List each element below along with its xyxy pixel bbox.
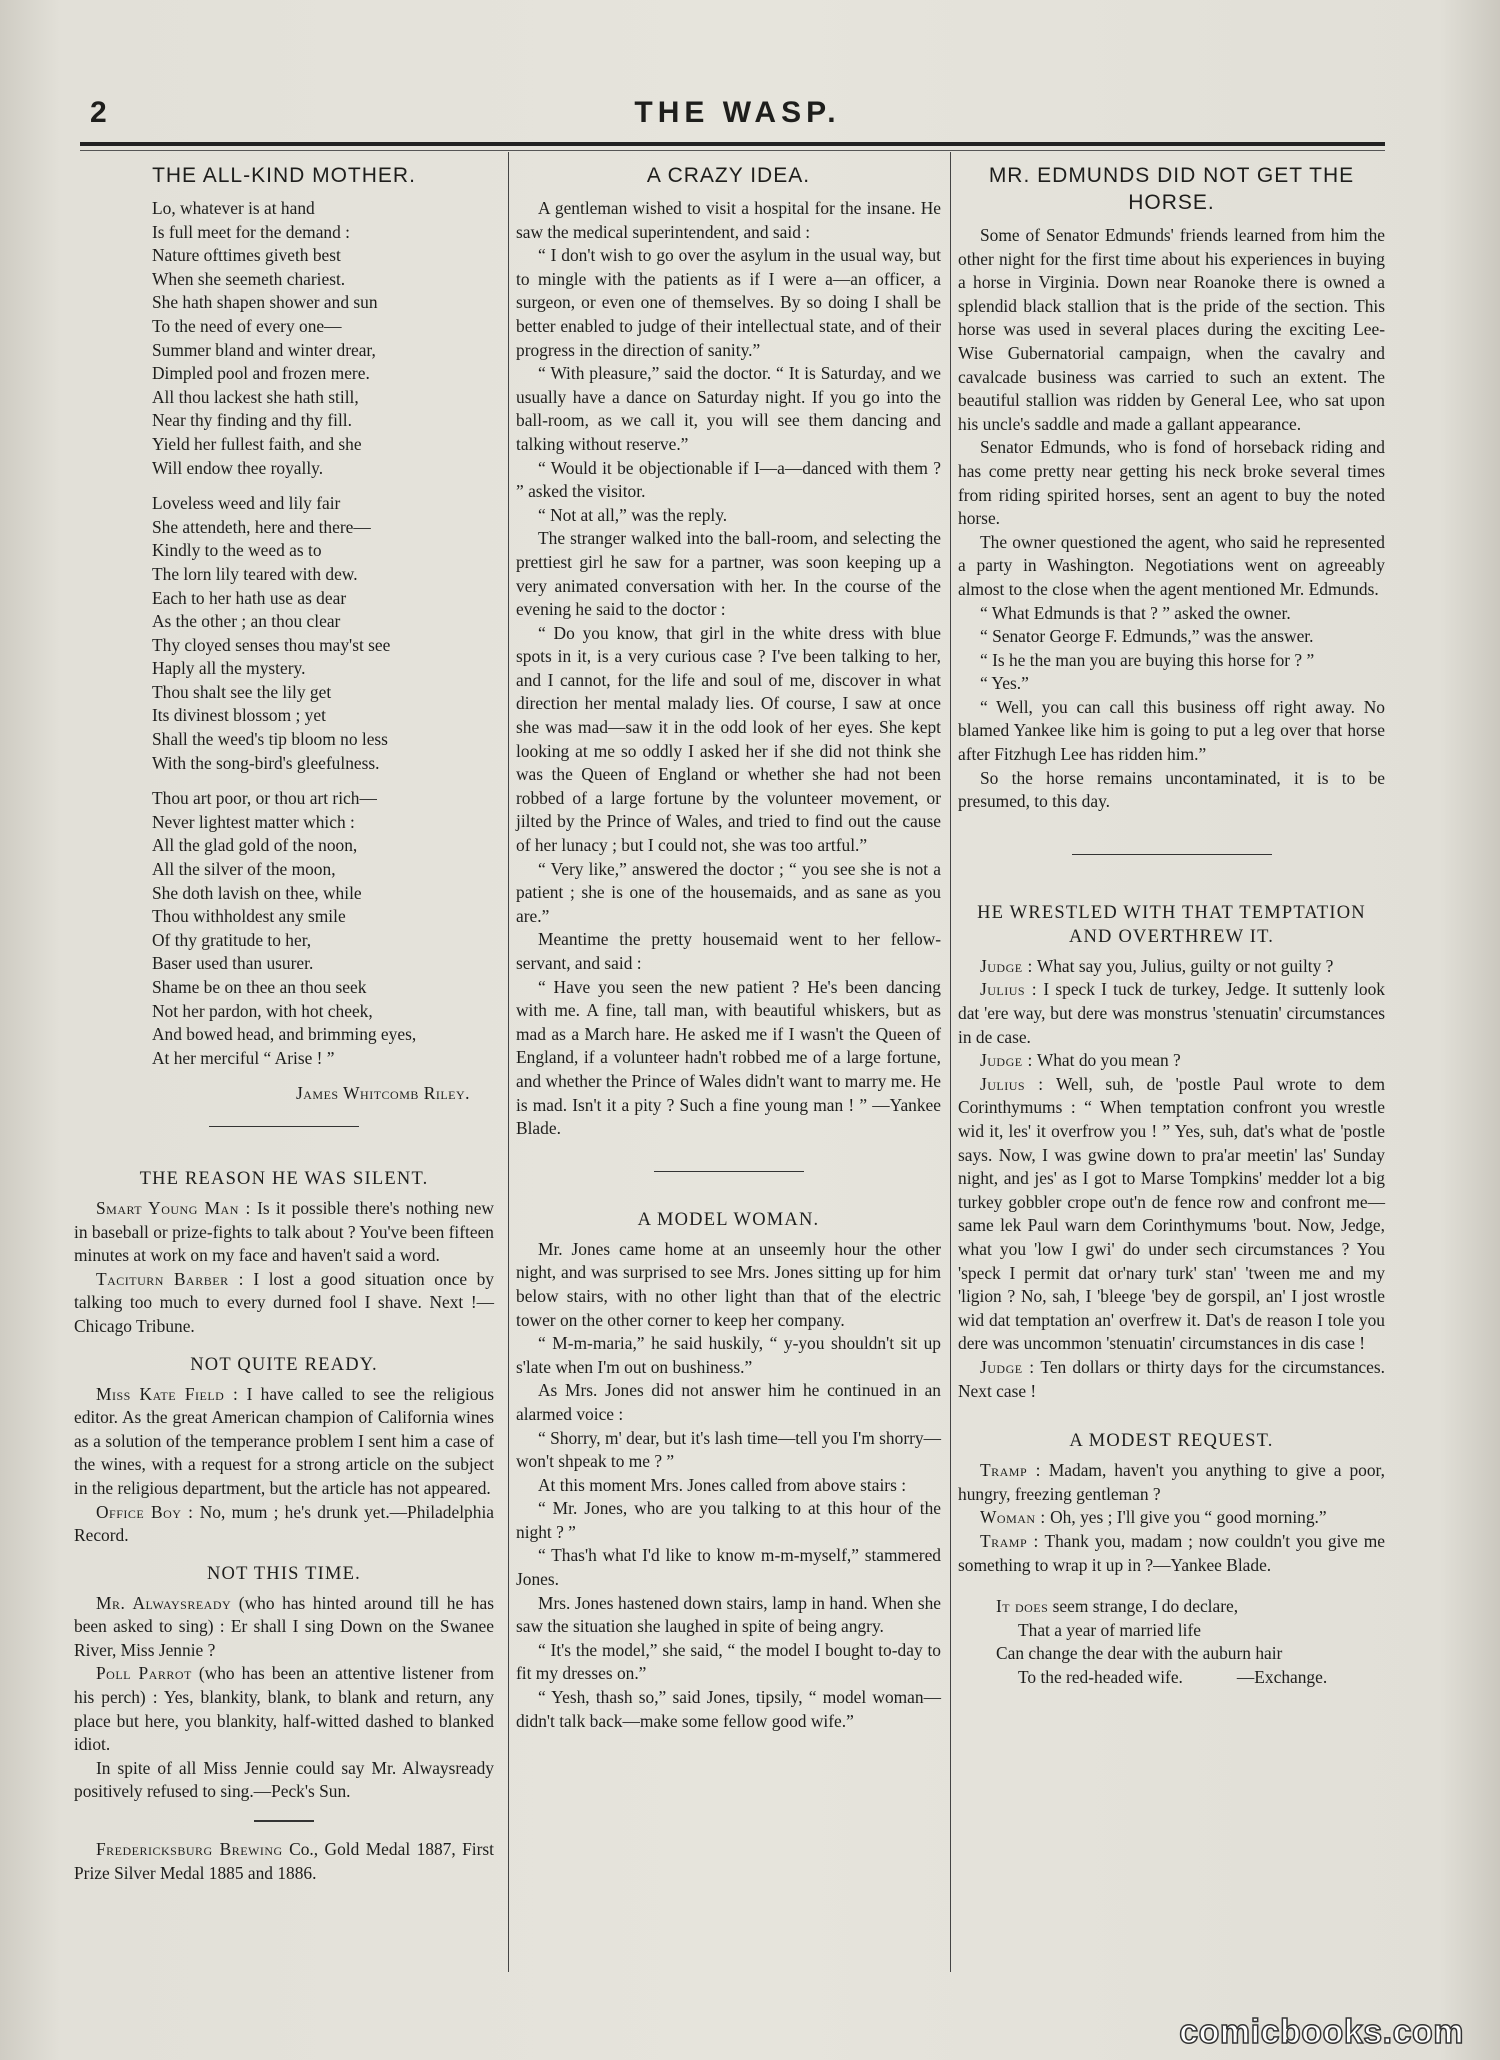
poem-line: With the song-bird's gleefulness. — [152, 752, 380, 773]
dialogue-line: Smart Young Man : Is it possible there's nothing new in baseball or prize-fights to talk about ? You've been fifteen minutes at work on my face and haven't said a word. — [74, 1197, 494, 1266]
paragraph: “ Have you seen the new patient ? He's been dancing with me. A fine, tall man, with beautiful whiskers, but as mad as a March hare. He asked me if I wasn't the Queen of England, if a volunteer hadn't robbed me of a large fortune, and whether the Prince of Wales didn't want to marry me. He is mad. Isn't it a pity ? Such a fine young man ! ” —Yankee Blade. — [516, 976, 941, 1139]
speaker: Smart Young Man : — [96, 1197, 251, 1218]
paragraph: “ Yes.” — [980, 673, 1029, 694]
paragraph: Senator Edmunds, who is fond of horseback riding and has come pretty near getting his neck broke several times from riding spirited horses, sent an agent to buy the noted horse. — [958, 437, 1385, 529]
section-separator — [1072, 854, 1272, 855]
paragraph: “ Is he the man you are buying this horse for ? ” — [980, 649, 1315, 670]
speaker: Julius : — [980, 979, 1038, 1000]
paragraph: Mr. Jones came home at an unseemly hour the other night, and was surprised to see Mrs. Jones sitting up for him below stairs, with no other light than that of the electric tower on the other corner to keep her company. — [516, 1238, 941, 1330]
speaker: Judge : — [980, 1356, 1035, 1377]
dialogue-line: Woman : Oh, yes ; I'll give you “ good morning.” — [980, 1507, 1327, 1528]
poem-line: The lorn lily teared with dew. — [152, 563, 358, 584]
poem-line: Each to her hath use as dear — [152, 587, 347, 608]
article-body-woman — [516, 1238, 941, 1733]
poem-line: As the other ; an thou clear — [152, 611, 341, 632]
poem-line: To the need of every one— — [152, 315, 342, 336]
speaker: Julius : — [980, 1073, 1044, 1094]
paragraph: “ Well, you can call this business off right away. No blamed Yankee like him is going to put a leg over that horse after Fitzhugh Lee has ridden him.” — [958, 696, 1385, 765]
dialogue-line: Mr. Alwaysready (who has hinted around till he has been asked to sing) : Er shall I sing Down on the Swanee River, Miss Jennie ? — [74, 1592, 494, 1660]
dialogue-line: Miss Kate Field : I have called to see the religious editor. As the great American champion of California wines as a solution of the temperance problem I sent him a case of the wines, with a request for a strong article on the subject in the religious department, but the article has not appeared. — [74, 1383, 494, 1498]
dialogue-line: Poll Parrot (who has been an attentive listener from his perch) : Yes, blankity, blank, to blank and return, any place but here, you blankity, half-witted dashed to blanked idiot. — [74, 1663, 494, 1755]
poem-line: Of thy gratitude to her, — [152, 929, 312, 950]
poem-line: Baser used than usurer. — [152, 953, 314, 974]
paragraph: So the horse remains uncontaminated, it is to be presumed, to this day. — [958, 767, 1385, 812]
column-left — [74, 162, 494, 1885]
poem-line: Is full meet for the demand : — [152, 221, 350, 242]
short-separator — [254, 1820, 314, 1822]
paragraph: Meantime the pretty housemaid went to her fellow-servant, and said : — [516, 929, 941, 973]
poem-line: Nature ofttimes giveth best — [152, 245, 341, 266]
paragraph: “ With pleasure,” said the doctor. “ It is Saturday, and we usually have a dance on Saturday night. If you go into the ball-room, as we call it, you will see them dancing and talking without reserve.” — [516, 363, 941, 454]
dialogue-line: Julius : Well, suh, de 'postle Paul wrote to dem Corinthymums : “ When temptation confront you wrestle wid it, les' it overfrow you ! ” Yes, suh, dat's what de 'postle says. Now, I was gwine down to pra'ar meetin' las' Sunday night, and jes' as I got to Marse Tompkins' medder lot a big turkey gobbler crope out'n de fence row and confront me—same lek Paul warn dem Corinthymums 'bout. Now, Jedge, what you 'low I gwi' do under sech circumstances ? You 'speck I permit dat or'nary turk' stan' 'tween me and my 'ligion ? No, sah, I 'bleege 'bey de gorspil, an' I jost wrostle wid dat temptation an' overfrew it. Dat's de reason I tole you dere was uncommon 'stenuatin' circumstances in dis case ! — [958, 1073, 1385, 1354]
speaker: Taciturn Barber : — [96, 1268, 244, 1289]
paragraph: As Mrs. Jones did not answer him he continued in an alarmed voice : — [516, 1380, 941, 1424]
speaker: Office Boy : — [96, 1501, 194, 1522]
poem-line: Thou shalt see the lily get — [152, 681, 332, 702]
paragraph: Mrs. Jones hastened down stairs, lamp in hand. When she saw the situation she laughed in spite of being angry. — [516, 1592, 941, 1637]
poem-line: Thy cloyed senses thou may'st see — [152, 634, 391, 655]
speaker: Woman : — [980, 1507, 1046, 1528]
article-title-time: NOT THIS TIME. — [206, 1563, 361, 1584]
watermark-logo: comicbooks.com — [1179, 2013, 1464, 2051]
dialogue-line: Tramp : Thank you, madam ; now couldn't you give me something to wrap it up in ?—Yankee Blade. — [958, 1530, 1385, 1575]
poem-title: THE ALL-KIND MOTHER. — [152, 164, 416, 187]
paragraph: “ Would it be objectionable if I—a—danced with them ? ” asked the visitor. — [516, 457, 941, 502]
paragraph: “ I don't wish to go over the asylum in the usual way, but to mingle with the patients as if I were a—an officer, a surgeon, or even one of themselves. By so doing I shall be better enabled to judge of their intellectual state, and of their progress in the direction of sanity.” — [516, 245, 941, 360]
paragraph: The stranger walked into the ball-room, and selecting the prettiest girl he saw for a partner, was soon keeping up a very animated conversation with her. In the course of the evening he said to the doctor : — [516, 528, 941, 620]
poem-stanza — [152, 492, 494, 775]
closing-verse — [996, 1595, 1385, 1689]
verse-line: To the red-headed wife. —Exchange. — [1018, 1666, 1328, 1687]
article-title-horse: MR. EDMUNDS DID NOT GET THE HORSE. — [988, 164, 1355, 214]
poem-line: At her merciful “ Arise ! ” — [152, 1047, 335, 1068]
dialogue-line: Tramp : Madam, haven't you anything to give a poor, hungry, freezing gentleman ? — [958, 1460, 1385, 1504]
advertisement: Fredericksburg Brewing Co., Gold Medal 1887, First Prize Silver Medal 1885 and 1886. — [74, 1839, 495, 1883]
poem-line: When she seemeth chariest. — [152, 268, 346, 289]
paragraph: “ Senator George F. Edmunds,” was the answer. — [980, 626, 1314, 647]
paragraph: At this moment Mrs. Jones called from above stairs : — [538, 1474, 907, 1495]
paragraph: “ It's the model,” she said, “ the model I bought to-day to fit my dresses on.” — [516, 1639, 941, 1684]
poem-line: Shame be on thee an thou seek — [152, 977, 367, 997]
paragraph: “ What Edmunds is that ? ” asked the owner. — [980, 602, 1291, 623]
poem-line: Thou art poor, or thou art rich— — [152, 788, 377, 809]
paragraph: The owner questioned the agent, who said he represented a party in Washington. Negotiations went on agreeably almost to the close when the agent mentioned Mr. Edmunds. — [958, 531, 1385, 599]
article-title-crazy: A CRAZY IDEA. — [646, 164, 811, 187]
poem-line: Haply all the mystery. — [152, 658, 306, 679]
poem-line: All the silver of the moon, — [152, 859, 336, 880]
speaker: Judge : — [980, 1050, 1033, 1071]
article-body-crazy — [516, 197, 941, 1141]
header-rule-thin — [80, 150, 1385, 151]
speaker: Tramp : — [980, 1460, 1041, 1481]
poem-author: James Whitcomb Riley. — [295, 1083, 470, 1104]
article-title-ready: NOT QUITE READY. — [190, 1354, 378, 1375]
column-right — [958, 162, 1385, 1689]
paragraph: “ Do you know, that girl in the white dress with blue spots in it, is a very curious case ? I've been talking to her, and I cannot, for the life and soul of me, discover in what direction her mental malady lies. Of course, I saw at once she was mad—saw it in the odd look of her eyes. She kept looking at me so oddly I asked her if she did not think she was the Queen of England or whether she had not been robbed of a large fortune by the volunteer movement, or jilted by the Prince of Wales, and tried to find out the cause of her lunacy ; but I could not, she was too artful.” — [516, 622, 941, 856]
section-separator — [209, 1126, 359, 1127]
paragraph: “ Shorry, m' dear, but it's lash time—tell you I'm shorry—won't shpeak to me ? ” — [516, 1427, 941, 1472]
poem-line: Will endow thee royally. — [152, 457, 324, 478]
paragraph: “ Yesh, thash so,” said Jones, tipsily, “ model woman—didn't talk back—make some fellow good wife.” — [516, 1687, 941, 1731]
paragraph: A gentleman wished to visit a hospital for the insane. He saw the medical superintendent, and said : — [516, 198, 941, 242]
article-body-wrestled — [958, 955, 1385, 1403]
article-body-request — [958, 1459, 1385, 1577]
poem-line: She doth lavish on thee, while — [152, 882, 362, 903]
speaker: Judge : — [980, 955, 1033, 976]
speaker: Miss Kate Field : — [96, 1383, 239, 1404]
header-rule — [80, 142, 1385, 146]
poem-line: Shall the weed's tip bloom no less — [152, 729, 388, 750]
poem-line: Thou withholdest any smile — [152, 906, 346, 927]
article-body-horse — [958, 224, 1385, 814]
poem-body — [74, 197, 494, 1070]
article-title-woman: A MODEL WOMAN. — [637, 1209, 820, 1230]
poem-line: She hath shapen shower and sun — [152, 292, 378, 313]
speaker: Poll Parrot — [96, 1663, 192, 1684]
poem-line: Never lightest matter which : — [152, 811, 355, 832]
poem-line: Its divinest blossom ; yet — [152, 705, 326, 726]
dialogue-line: Judge : What say you, Julius, guilty or not guilty ? — [980, 955, 1334, 976]
poem-line: All the glad gold of the noon, — [152, 835, 358, 856]
page-header — [90, 96, 1385, 136]
poem-line: Loveless weed and lily fair — [152, 493, 341, 514]
verse-line: That a year of married life — [1018, 1619, 1201, 1640]
speaker: Mr. Alwaysready — [96, 1592, 232, 1613]
paragraph: “ Not at all,” was the reply. — [538, 504, 728, 525]
masthead-title: THE WASP. — [634, 96, 841, 129]
poem-line: All thou lackest she hath still, — [152, 386, 359, 407]
poem-line: Yield her fullest faith, and she — [152, 433, 362, 454]
paragraph: “ Thas'h what I'd like to know m-m-myself,” stammered Jones. — [516, 1545, 941, 1590]
dialogue-line: Taciturn Barber : I lost a good situation once by talking too much to every durned fool I shave. Next !—Chicago Tribune. — [74, 1268, 494, 1336]
dialogue-line: Office Boy : No, mum ; he's drunk yet.—Philadelphia Record. — [74, 1501, 494, 1546]
verse-line: It does seem strange, I do declare, — [996, 1596, 1239, 1617]
page-number: 2 — [90, 96, 108, 129]
poem-line: Summer bland and winter drear, — [152, 339, 376, 360]
column-middle — [516, 162, 941, 1733]
poem-line: Lo, whatever is at hand — [152, 198, 315, 218]
poem-line: Near thy finding and thy fill. — [152, 410, 352, 431]
paragraph: “ Very like,” answered the doctor ; “ you see she is not a patient ; she is one of the housemaids, and as sane as you are.” — [516, 858, 941, 926]
column-divider — [508, 152, 509, 1972]
poem-stanza — [152, 787, 494, 1070]
paragraph: In spite of all Miss Jennie could say Mr. Alwaysready positively refused to sing.—Peck's Sun. — [74, 1757, 494, 1802]
section-separator — [654, 1171, 804, 1172]
paragraph: “ Mr. Jones, who are you talking to at this hour of the night ? ” — [516, 1498, 941, 1542]
poem-line: Kindly to the weed as to — [152, 540, 322, 561]
paragraph: Some of Senator Edmunds' friends learned from him the other night for the first time about his experiences in buying a horse in Virginia. Down near Roanoke there is owned a splendid black stallion that is the pride of the section. This horse was used in several places during the exciting Lee-Wise Gubernatorial campaign, when the cavalry and cavalcade business was carried to such an extent. The beautiful stallion was ridden by General Lee, who sat upon his uncle's saddle and made a gallant appearance. — [958, 225, 1385, 434]
column-divider — [950, 152, 951, 1972]
speaker: Tramp : — [980, 1530, 1039, 1551]
poem-line: Dimpled pool and frozen mere. — [152, 363, 370, 384]
poem-line: And bowed head, and brimming eyes, — [152, 1024, 417, 1045]
poem-stanza — [152, 197, 494, 480]
article-title-wrestled: HE WRESTLED WITH THAT TEMPTATION AND OVERTHREW IT. — [977, 902, 1366, 947]
dialogue-line: Julius : I speck I tuck de turkey, Jedge. It suttenly look dat 'ere way, but dere was monstrus 'stenuatin' circumstances in de case. — [958, 979, 1385, 1047]
dialogue-line: Judge : What do you mean ? — [980, 1050, 1181, 1071]
article-title-silent: THE REASON HE WAS SILENT. — [139, 1168, 429, 1189]
poem-line: She attendeth, here and there— — [152, 516, 371, 537]
article-title-request: A MODEST REQUEST. — [1069, 1431, 1274, 1452]
dialogue-line: Judge : Ten dollars or thirty days for the circumstances. Next case ! — [958, 1356, 1385, 1401]
paragraph: “ M-m-maria,” he said huskily, “ y-you shouldn't sit up s'late when I'm out on bushiness.” — [516, 1333, 941, 1377]
poem-line: Not her pardon, with hot cheek, — [152, 1000, 373, 1021]
verse-line: Can change the dear with the auburn hair — [996, 1643, 1283, 1664]
